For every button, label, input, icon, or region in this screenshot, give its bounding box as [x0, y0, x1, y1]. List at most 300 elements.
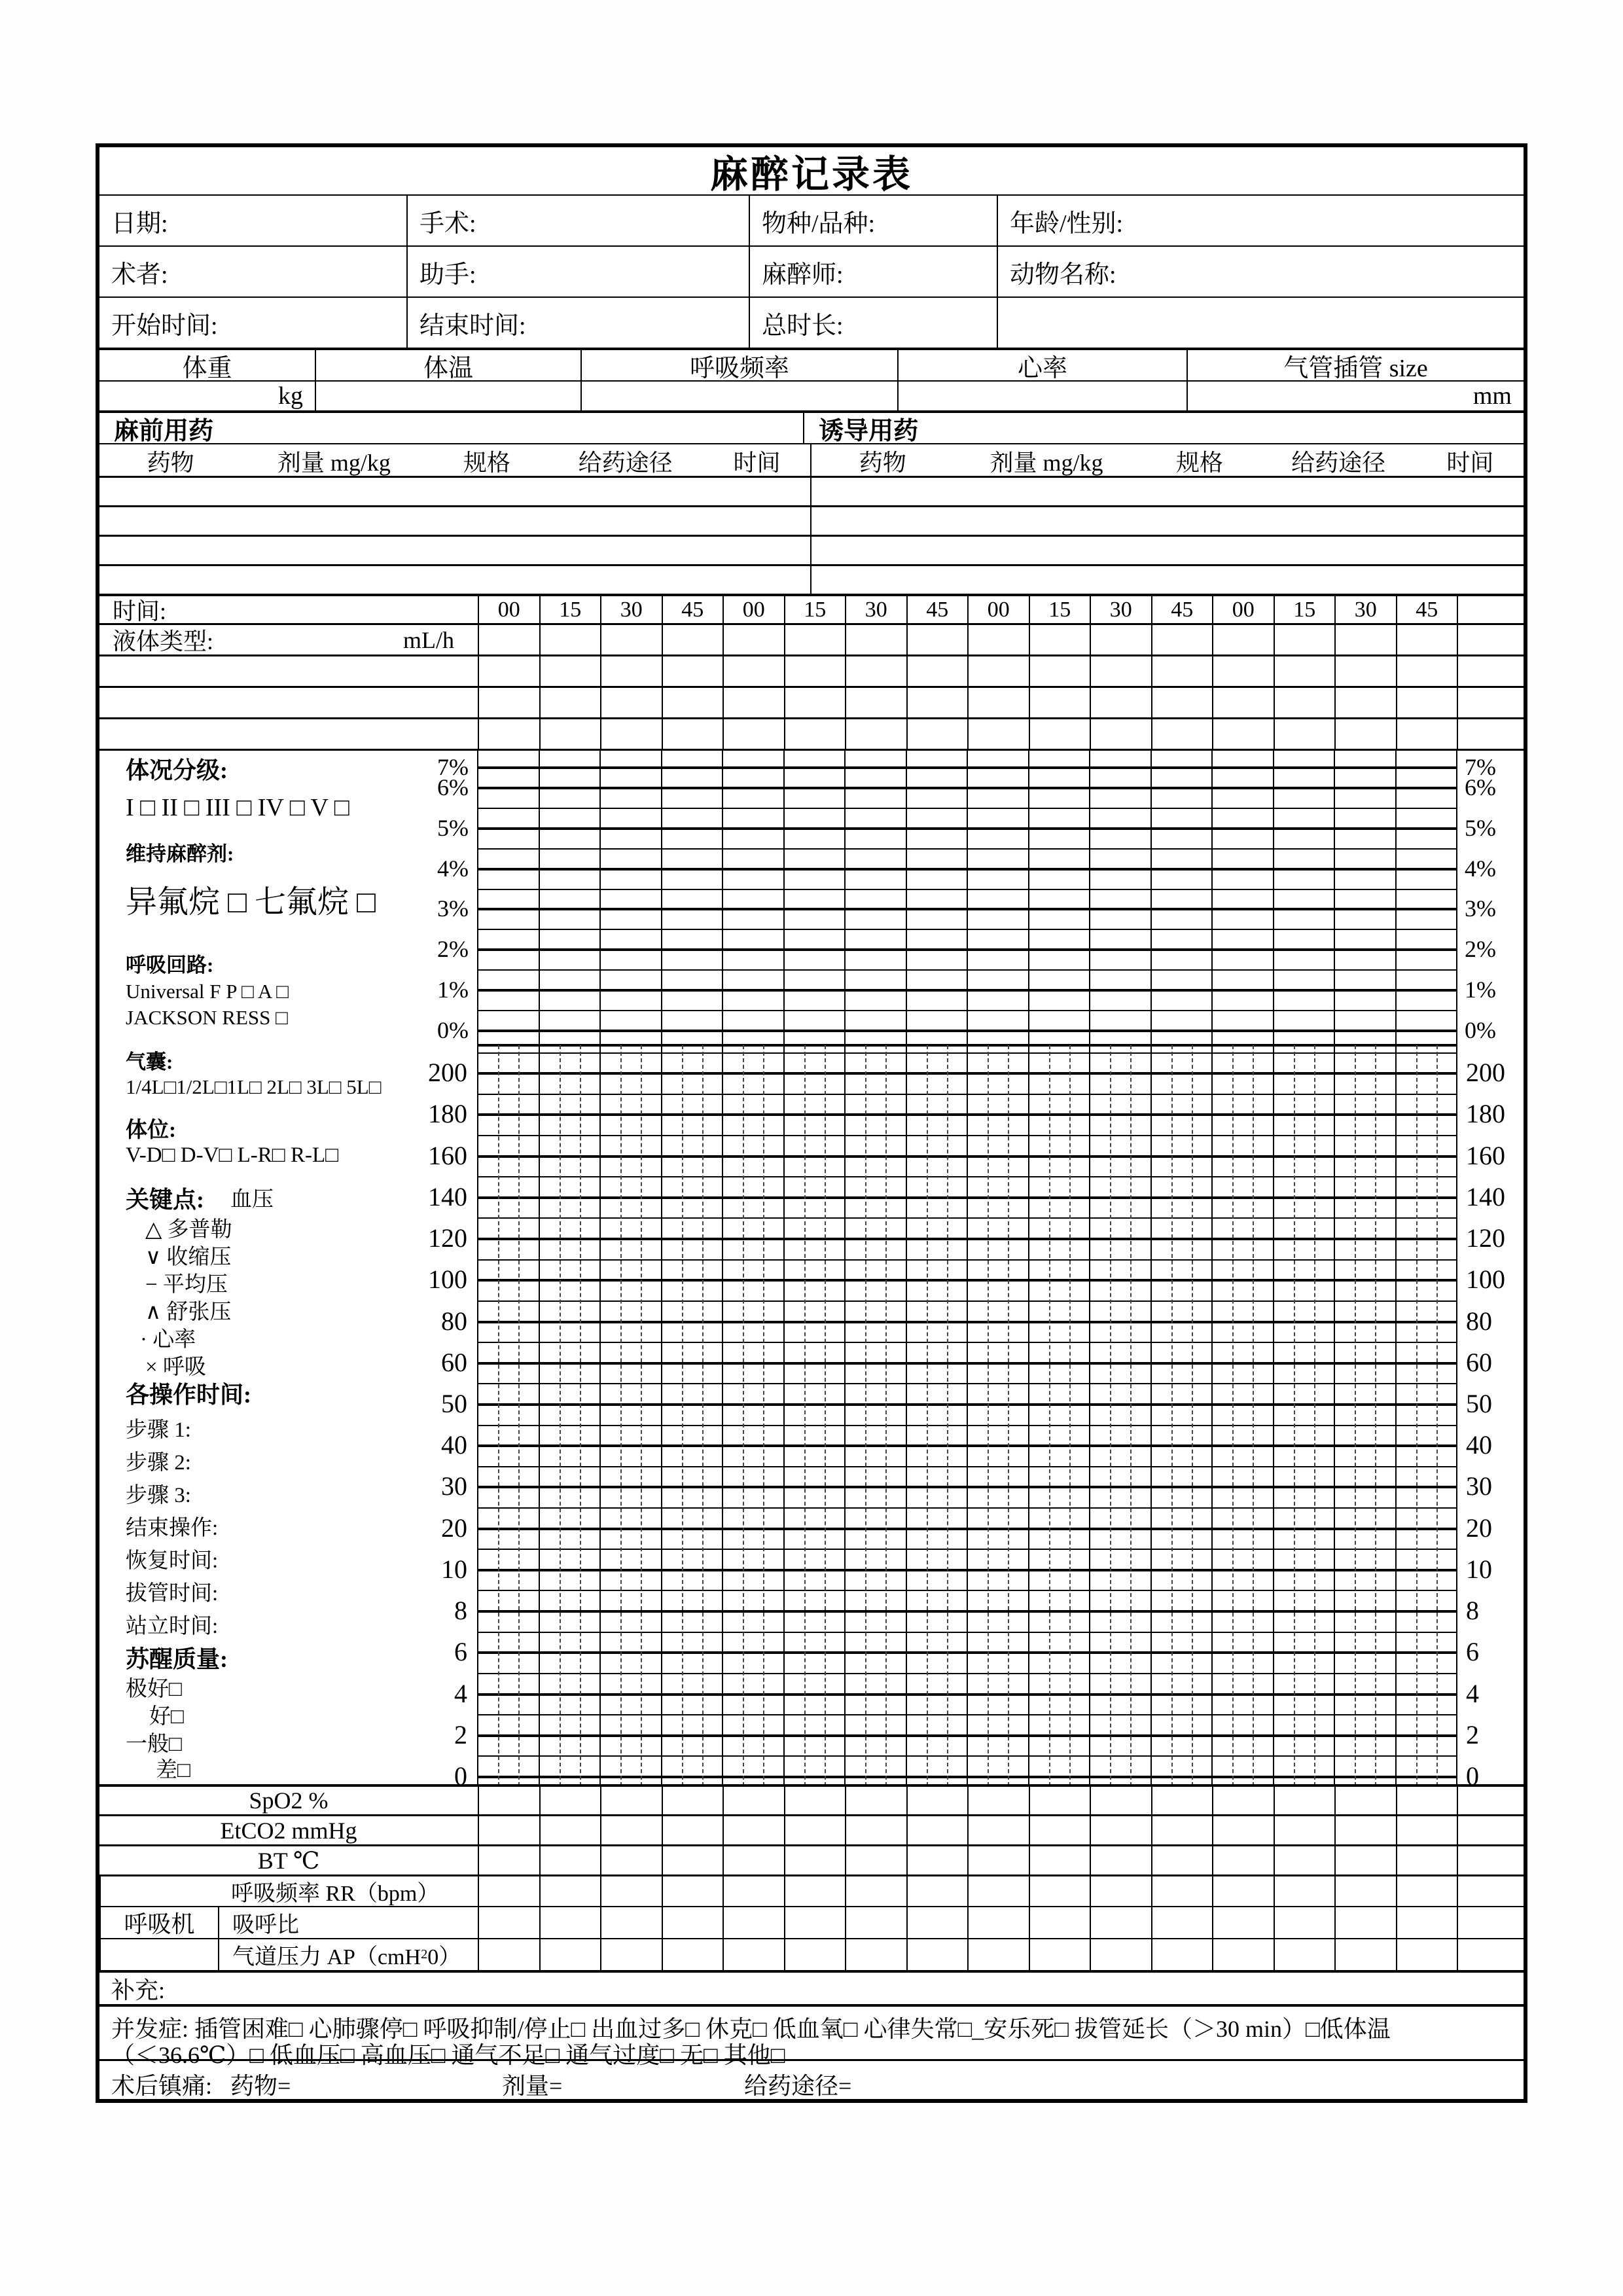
grid-entry-cell[interactable] [478, 656, 539, 686]
grid-entry-cell[interactable] [1274, 719, 1335, 749]
analgesia-route-field[interactable]: 给药途径= [744, 2073, 852, 2099]
time-tick-cell: 30 [1090, 596, 1151, 623]
grid-entry-cell[interactable] [1274, 1846, 1335, 1874]
induction-title: 诱导用药 [819, 417, 919, 445]
grid-entry-cell[interactable] [1029, 1846, 1090, 1874]
grid-tail-cell[interactable] [1457, 656, 1524, 686]
grid-entry-cell[interactable] [722, 1816, 784, 1844]
grid-entry-cell[interactable] [539, 1846, 601, 1874]
grid-entry-cell[interactable] [845, 625, 906, 655]
grid-entry-cell[interactable] [1212, 719, 1274, 749]
grid-entry-cell[interactable] [1334, 1787, 1396, 1814]
grid-entry-cell[interactable] [1334, 1816, 1396, 1844]
grid-entry-cell[interactable] [1151, 1787, 1213, 1814]
induction-columns [812, 444, 1524, 476]
grid-entry-cell[interactable] [662, 656, 723, 686]
measure-units-row [99, 380, 1524, 410]
grid-entry-cell[interactable] [845, 656, 906, 686]
total-duration-field[interactable]: 总时长: [749, 298, 997, 348]
grid-entry-cell[interactable] [845, 1907, 906, 1938]
grid-entry-cell[interactable] [478, 1787, 539, 1814]
grid-entry-cell[interactable] [1029, 625, 1090, 655]
info-row-times [99, 296, 1524, 348]
species-field[interactable]: 物种/品种: [749, 196, 997, 245]
supplement-label: 补充: [111, 1977, 166, 2003]
chart-subcolumn-dash [682, 1045, 683, 1786]
anesthetist-field[interactable]: 麻醉师: [749, 247, 997, 296]
grid-entry-cell[interactable] [967, 656, 1029, 686]
sidebar-item[interactable]: V-D□ D-V□ L-R□ R-L□ [126, 1143, 339, 1167]
grid-entry-cell[interactable] [845, 1876, 906, 1906]
animal-name-field[interactable]: 动物名称: [997, 247, 1524, 296]
grid-entry-cell[interactable] [1396, 688, 1457, 717]
grid-entry-cell[interactable] [1274, 1787, 1335, 1814]
anesthesia-record-form [96, 143, 1527, 2103]
grid-entry-cell[interactable] [662, 625, 723, 655]
chart-column-line [906, 751, 907, 1786]
grid-entry-cell[interactable] [600, 1876, 662, 1906]
grid-entry-cell[interactable] [784, 625, 846, 655]
vital-axis-label-right: 2 [1466, 1719, 1479, 1749]
grid-entry-cell[interactable] [967, 688, 1029, 717]
premed-columns [99, 444, 812, 476]
grid-entry-cell[interactable] [722, 1876, 784, 1906]
grid-entry-cell[interactable] [906, 1939, 968, 1970]
sidebar-item[interactable]: 极好□ [126, 1677, 182, 1701]
resp-value-cell[interactable] [580, 382, 897, 410]
grid-entry-cell[interactable] [1274, 1816, 1335, 1844]
grid-entry-cell[interactable] [722, 656, 784, 686]
sidebar-item: ∨ 收缩压 [145, 1246, 232, 1269]
chart-subcolumn-dash [1049, 1045, 1050, 1786]
fluid-entry-row [99, 686, 1524, 717]
grid-entry-cell[interactable] [1212, 1907, 1274, 1938]
chart-subcolumn-dash [620, 1045, 622, 1786]
percent-axis-label-left: 1% [437, 977, 469, 1003]
grid-entry-cell[interactable] [1029, 1787, 1090, 1814]
end-time-field[interactable]: 结束时间: [406, 298, 749, 348]
hr-value-cell[interactable] [897, 382, 1186, 410]
grid-entry-cell[interactable] [1029, 1876, 1090, 1906]
grid-entry-cell[interactable] [539, 1907, 601, 1938]
grid-entry-cell[interactable] [1090, 688, 1151, 717]
weight-header: 体重 [182, 354, 232, 380]
grid-tail-cell[interactable] [1457, 1907, 1524, 1938]
chart-subcolumn-dash [927, 1045, 928, 1786]
grid-entry-cell[interactable] [1090, 1816, 1151, 1844]
grid-entry-cell[interactable] [845, 688, 906, 717]
grid-entry-cell[interactable] [1274, 625, 1335, 655]
grid-entry-cell[interactable] [967, 625, 1029, 655]
grid-entry-cell[interactable] [1090, 656, 1151, 686]
grid-entry-cell[interactable] [722, 1939, 784, 1970]
info-blank-cell[interactable] [997, 298, 1524, 348]
grid-entry-cell[interactable] [662, 1787, 723, 1814]
age-sex-field[interactable]: 年龄/性别: [997, 196, 1524, 245]
grid-entry-cell[interactable] [1334, 625, 1396, 655]
grid-entry-cell[interactable] [600, 625, 662, 655]
chart-column-line [1211, 751, 1213, 1786]
grid-entry-cell[interactable] [967, 1846, 1029, 1874]
vital-axis-label-left: 40 [441, 1430, 467, 1460]
fluid-row [99, 623, 1524, 655]
percent-axis-label-right: 7% [1465, 754, 1496, 780]
chart-subcolumn-dash [1192, 1045, 1193, 1786]
grid-entry-cell[interactable] [1151, 688, 1213, 717]
grid-entry-cell[interactable] [1212, 1816, 1274, 1844]
time-tick-cell: 15 [784, 596, 846, 623]
sidebar-item: 步骤 3: [126, 1484, 191, 1507]
fluid-unit-label: mL/h [403, 626, 454, 653]
grid-entry-cell[interactable] [1396, 1846, 1457, 1874]
grid-entry-cell[interactable] [1090, 719, 1151, 749]
grid-entry-cell[interactable] [906, 656, 968, 686]
sidebar-item: ∧ 舒张压 [145, 1300, 232, 1324]
grid-entry-cell[interactable] [722, 625, 784, 655]
percent-axis-label-right: 4% [1465, 855, 1496, 882]
grid-entry-cell[interactable] [967, 1876, 1029, 1906]
grid-entry-cell[interactable] [1090, 1787, 1151, 1814]
grid-entry-cell[interactable] [662, 688, 723, 717]
grid-entry-cell[interactable] [1151, 1939, 1213, 1970]
chart-column-line [1395, 751, 1397, 1786]
sidebar-item: 体位: [126, 1119, 176, 1142]
grid-entry-cell[interactable] [600, 688, 662, 717]
surgery-field[interactable]: 手术: [406, 196, 749, 245]
vital-axis-label-left: 50 [441, 1388, 467, 1418]
medication-entry-row[interactable] [99, 476, 1524, 505]
percent-axis-label-right: 5% [1465, 815, 1496, 841]
chart-subcolumn-dash [1416, 1045, 1418, 1786]
percent-axis-label-left: 3% [437, 895, 469, 922]
analgesia-drug-field[interactable]: 药物= [230, 2073, 291, 2099]
time-header-row [99, 594, 1524, 623]
grid-entry-cell[interactable] [600, 1846, 662, 1874]
temp-value-cell[interactable] [315, 382, 580, 410]
grid-entry-cell[interactable] [539, 625, 601, 655]
bt-row [99, 1844, 1524, 1874]
sidebar-item: 步骤 2: [126, 1451, 191, 1475]
temp-header: 体温 [315, 350, 580, 380]
vital-axis-label-left: 160 [428, 1140, 467, 1170]
grid-entry-cell[interactable] [845, 1939, 906, 1970]
grid-entry-cell[interactable] [662, 1816, 723, 1844]
chart-subcolumn-dash [865, 1045, 866, 1786]
grid-entry-cell[interactable] [1274, 1876, 1335, 1906]
grid-entry-cell[interactable] [1334, 719, 1396, 749]
grid-entry-cell[interactable] [1396, 1907, 1457, 1938]
percent-axis-label-left: 6% [437, 774, 469, 800]
time-tail-cell[interactable] [1457, 596, 1524, 623]
grid-entry-cell[interactable] [1029, 1907, 1090, 1938]
medication-entry-row[interactable] [99, 505, 1524, 535]
grid-entry-cell[interactable] [1090, 1907, 1151, 1938]
chart-subcolumn-dash [1436, 1045, 1438, 1786]
grid-entry-cell[interactable] [1274, 1939, 1335, 1970]
grid-entry-cell[interactable] [967, 1816, 1029, 1844]
date-field[interactable]: 日期: [111, 209, 168, 238]
grid-entry-cell[interactable] [722, 1787, 784, 1814]
grid-entry-cell[interactable] [1334, 1846, 1396, 1874]
sidebar-item[interactable]: 1/4L□1/2L□1L□ 2L□ 3L□ 5L□ [126, 1075, 382, 1098]
chart-column-line [783, 751, 785, 1786]
grid-entry-cell[interactable] [600, 1907, 662, 1938]
grid-entry-cell[interactable] [1274, 1907, 1335, 1938]
vital-axis-label-right: 30 [1466, 1471, 1492, 1501]
grid-entry-cell[interactable] [1029, 1816, 1090, 1844]
ventilator-ap-row [99, 1938, 1524, 1970]
vital-axis-label-left: 30 [441, 1471, 467, 1501]
grid-entry-cell[interactable] [1212, 1939, 1274, 1970]
grid-tail-cell[interactable] [1457, 625, 1524, 655]
grid-tail-cell[interactable] [1457, 1939, 1524, 1970]
grid-entry-cell[interactable] [600, 1939, 662, 1970]
assistant-field[interactable]: 助手: [406, 247, 749, 296]
grid-entry-cell[interactable] [1334, 1907, 1396, 1938]
grid-entry-cell[interactable] [478, 1939, 539, 1970]
grid-entry-cell[interactable] [784, 1939, 846, 1970]
grid-entry-cell[interactable] [1334, 656, 1396, 686]
grid-entry-cell[interactable] [845, 1816, 906, 1844]
grid-entry-cell[interactable] [1151, 1846, 1213, 1874]
grid-entry-cell[interactable] [1334, 688, 1396, 717]
grid-entry-cell[interactable] [539, 719, 601, 749]
grid-entry-cell[interactable] [906, 1907, 968, 1938]
grid-entry-cell[interactable] [1212, 1787, 1274, 1814]
grid-entry-cell[interactable] [906, 1846, 968, 1874]
grid-entry-cell[interactable] [967, 1939, 1029, 1970]
sidebar-item[interactable]: Universal F P □ A □ [126, 980, 289, 1003]
grid-entry-cell[interactable] [1212, 1876, 1274, 1906]
sidebar-item[interactable]: 好□ [149, 1705, 184, 1729]
sidebar-item[interactable]: I □ II □ III □ IV □ V □ [126, 794, 349, 821]
info-row-staff [99, 245, 1524, 296]
chart-subcolumn-dash [743, 1045, 744, 1786]
vital-axis-label-left: 8 [454, 1596, 467, 1626]
analgesia-label: 术后镇痛: [111, 2073, 213, 2099]
grid-entry-cell[interactable] [1029, 719, 1090, 749]
grid-entry-cell[interactable] [478, 719, 539, 749]
analgesia-dose-field[interactable]: 剂量= [502, 2073, 563, 2099]
sidebar-item[interactable]: 异氟烷 □ 七氟烷 □ [126, 885, 376, 920]
grid-entry-cell[interactable] [1151, 719, 1213, 749]
grid-entry-cell[interactable] [1212, 625, 1274, 655]
grid-entry-cell[interactable] [1274, 656, 1335, 686]
grid-entry-cell[interactable] [1396, 656, 1457, 686]
grid-entry-cell[interactable] [1396, 625, 1457, 655]
chart-column-line [539, 751, 540, 1786]
tube-unit[interactable]: mm [1186, 382, 1524, 410]
grid-entry-cell[interactable] [662, 1907, 723, 1938]
grid-entry-cell[interactable] [722, 1907, 784, 1938]
grid-entry-cell[interactable] [1090, 1876, 1151, 1906]
grid-entry-cell[interactable] [1151, 1876, 1213, 1906]
grid-entry-cell[interactable] [600, 656, 662, 686]
vital-axis-label-left: 140 [428, 1181, 467, 1211]
ventilator-label-cell [99, 1876, 218, 1906]
grid-entry-cell[interactable] [1090, 625, 1151, 655]
vital-axis-label-left: 120 [428, 1223, 467, 1253]
grid-entry-cell[interactable] [662, 1876, 723, 1906]
grid-entry-cell[interactable] [845, 1787, 906, 1814]
sidebar-item: 体况分级: [126, 757, 228, 783]
grid-tail-cell[interactable] [1457, 1816, 1524, 1844]
grid-entry-cell[interactable] [1396, 719, 1457, 749]
fluid-entry-row [99, 717, 1524, 749]
grid-entry-cell[interactable] [478, 688, 539, 717]
chart-subcolumn-dash [518, 1045, 520, 1786]
sidebar-item: · 心率 [140, 1328, 196, 1352]
grid-entry-cell[interactable] [784, 1816, 846, 1844]
weight-unit[interactable]: kg [278, 382, 303, 410]
grid-entry-cell[interactable] [1212, 656, 1274, 686]
grid-entry-cell[interactable] [1396, 1816, 1457, 1844]
vital-axis-label-right: 6 [1466, 1637, 1479, 1667]
grid-entry-cell[interactable] [722, 1846, 784, 1874]
chart-subcolumn-dash [825, 1045, 826, 1786]
ventilator-label-cell [99, 1939, 218, 1970]
time-tick-cell: 45 [1396, 596, 1457, 623]
grid-entry-cell[interactable] [784, 1876, 846, 1906]
start-time-field[interactable]: 开始时间: [111, 312, 218, 340]
chart-subcolumn-dash [1171, 1045, 1173, 1786]
body-temp-label: BT ℃ [257, 1847, 320, 1874]
grid-entry-cell[interactable] [662, 1939, 723, 1970]
grid-entry-cell[interactable] [539, 1787, 601, 1814]
grid-tail-cell[interactable] [1457, 719, 1524, 749]
grid-entry-cell[interactable] [539, 656, 601, 686]
grid-entry-cell[interactable] [784, 1846, 846, 1874]
grid-entry-cell[interactable] [600, 1816, 662, 1844]
grid-entry-cell[interactable] [845, 719, 906, 749]
surgeon-field[interactable]: 术者: [111, 260, 168, 289]
grid-entry-cell[interactable] [539, 1876, 601, 1906]
vital-axis-label-left: 6 [454, 1637, 467, 1667]
sidebar-item: 站立时间: [126, 1615, 219, 1638]
sidebar-item[interactable]: 一般□ [126, 1732, 182, 1756]
sidebar-item: 血压 [230, 1188, 274, 1211]
sidebar-item: △ 多普勒 [145, 1218, 232, 1242]
sidebar-item[interactable]: JACKSON RESS □ [126, 1006, 288, 1029]
grid-entry-cell[interactable] [906, 1787, 968, 1814]
grid-entry-cell[interactable] [906, 688, 968, 717]
supplement-row[interactable] [99, 1970, 1524, 2004]
complications-line1[interactable]: 并发症: 插管困难□ 心肺骤停□ 呼吸抑制/停止□ 出血过多□ 休克□ 低血氧□ 心律失常□_安乐死□ 拔管延长（＞30 min）□低体温 [111, 2016, 1391, 2042]
vital-axis-label-left: 80 [441, 1306, 467, 1336]
grid-entry-cell[interactable] [1396, 1939, 1457, 1970]
grid-entry-cell[interactable] [967, 719, 1029, 749]
grid-entry-cell[interactable] [784, 719, 846, 749]
grid-entry-cell[interactable] [1334, 1939, 1396, 1970]
grid-entry-cell[interactable] [845, 1846, 906, 1874]
grid-tail-cell[interactable] [1457, 1787, 1524, 1814]
measure-header-row [99, 348, 1524, 380]
grid-entry-cell[interactable] [906, 625, 968, 655]
sidebar-item: 维持麻醉剂: [126, 842, 234, 865]
grid-entry-cell[interactable] [1212, 1846, 1274, 1874]
grid-entry-cell[interactable] [784, 1907, 846, 1938]
medication-entry-row[interactable] [99, 535, 1524, 564]
chart-subcolumn-dash [1294, 1045, 1295, 1786]
grid-entry-cell[interactable] [784, 656, 846, 686]
grid-entry-cell[interactable] [1151, 656, 1213, 686]
medication-entry-row[interactable] [99, 564, 1524, 594]
vital-axis-label-left: 60 [441, 1347, 467, 1377]
grid-entry-cell[interactable] [478, 1907, 539, 1938]
ventilator-rr-label: 呼吸频率 RR（bpm） [231, 1882, 440, 1906]
med-row-half [99, 507, 812, 535]
grid-entry-cell[interactable] [600, 1787, 662, 1814]
grid-entry-cell[interactable] [722, 688, 784, 717]
grid-entry-cell[interactable] [539, 1816, 601, 1844]
fluid-type-label[interactable]: 液体类型: [113, 628, 214, 655]
chart-subcolumn-dash [702, 1045, 704, 1786]
grid-entry-cell[interactable] [784, 1787, 846, 1814]
grid-entry-cell[interactable] [1029, 656, 1090, 686]
grid-entry-cell[interactable] [478, 1846, 539, 1874]
time-row-label: 时间: [113, 598, 167, 624]
grid-entry-cell[interactable] [967, 1907, 1029, 1938]
grid-entry-cell[interactable] [784, 688, 846, 717]
chart-subcolumn-dash [1008, 1045, 1009, 1786]
grid-entry-cell[interactable] [478, 1876, 539, 1906]
grid-entry-cell[interactable] [1396, 1876, 1457, 1906]
time-tick-cell: 15 [1029, 596, 1090, 623]
col-dose: 剂量 mg/kg [277, 450, 391, 476]
grid-entry-cell[interactable] [1090, 1846, 1151, 1874]
grid-entry-cell[interactable] [906, 1816, 968, 1844]
grid-entry-cell[interactable] [478, 1816, 539, 1844]
grid-entry-cell[interactable] [539, 688, 601, 717]
grid-tail-cell[interactable] [1457, 1846, 1524, 1874]
grid-entry-cell[interactable] [539, 1939, 601, 1970]
sidebar-item: 各操作时间: [126, 1382, 251, 1408]
chart-column-line [967, 751, 968, 1786]
grid-entry-cell[interactable] [1151, 625, 1213, 655]
grid-entry-cell[interactable] [1029, 1939, 1090, 1970]
grid-tail-cell[interactable] [1457, 1876, 1524, 1906]
grid-entry-cell[interactable] [478, 625, 539, 655]
grid-entry-cell[interactable] [1396, 1787, 1457, 1814]
grid-entry-cell[interactable] [722, 719, 784, 749]
grid-entry-cell[interactable] [1334, 1876, 1396, 1906]
percent-axis-label-left: 7% [437, 754, 469, 780]
grid-entry-cell[interactable] [906, 719, 968, 749]
grid-entry-cell[interactable] [906, 1876, 968, 1906]
grid-entry-cell[interactable] [662, 719, 723, 749]
grid-entry-cell[interactable] [1029, 688, 1090, 717]
grid-entry-cell[interactable] [662, 1846, 723, 1874]
chart-subcolumn-dash [1232, 1045, 1234, 1786]
percent-axis-label-left: 0% [437, 1017, 469, 1043]
grid-entry-cell[interactable] [1274, 688, 1335, 717]
grid-entry-cell[interactable] [967, 1787, 1029, 1814]
col-time: 时间 [1446, 450, 1494, 476]
complications-line2[interactable]: （＜36.6℃）□ 低血压□ 高血压□ 通气不足□ 通气过度□ 无□ 其他□ [111, 2042, 785, 2068]
time-tick-cell: 00 [1212, 596, 1274, 623]
grid-entry-cell[interactable] [1151, 1816, 1213, 1844]
grid-entry-cell[interactable] [1151, 1907, 1213, 1938]
grid-tail-cell[interactable] [1457, 688, 1524, 717]
sidebar-item[interactable]: 差□ [156, 1759, 190, 1782]
grid-entry-cell[interactable] [600, 719, 662, 749]
grid-entry-cell[interactable] [1090, 1939, 1151, 1970]
time-tick-cell: 30 [600, 596, 662, 623]
grid-entry-cell[interactable] [1212, 688, 1274, 717]
chart-subcolumn-dash [804, 1045, 806, 1786]
col-dose: 剂量 mg/kg [990, 450, 1103, 476]
medication-title-row [99, 410, 1524, 443]
